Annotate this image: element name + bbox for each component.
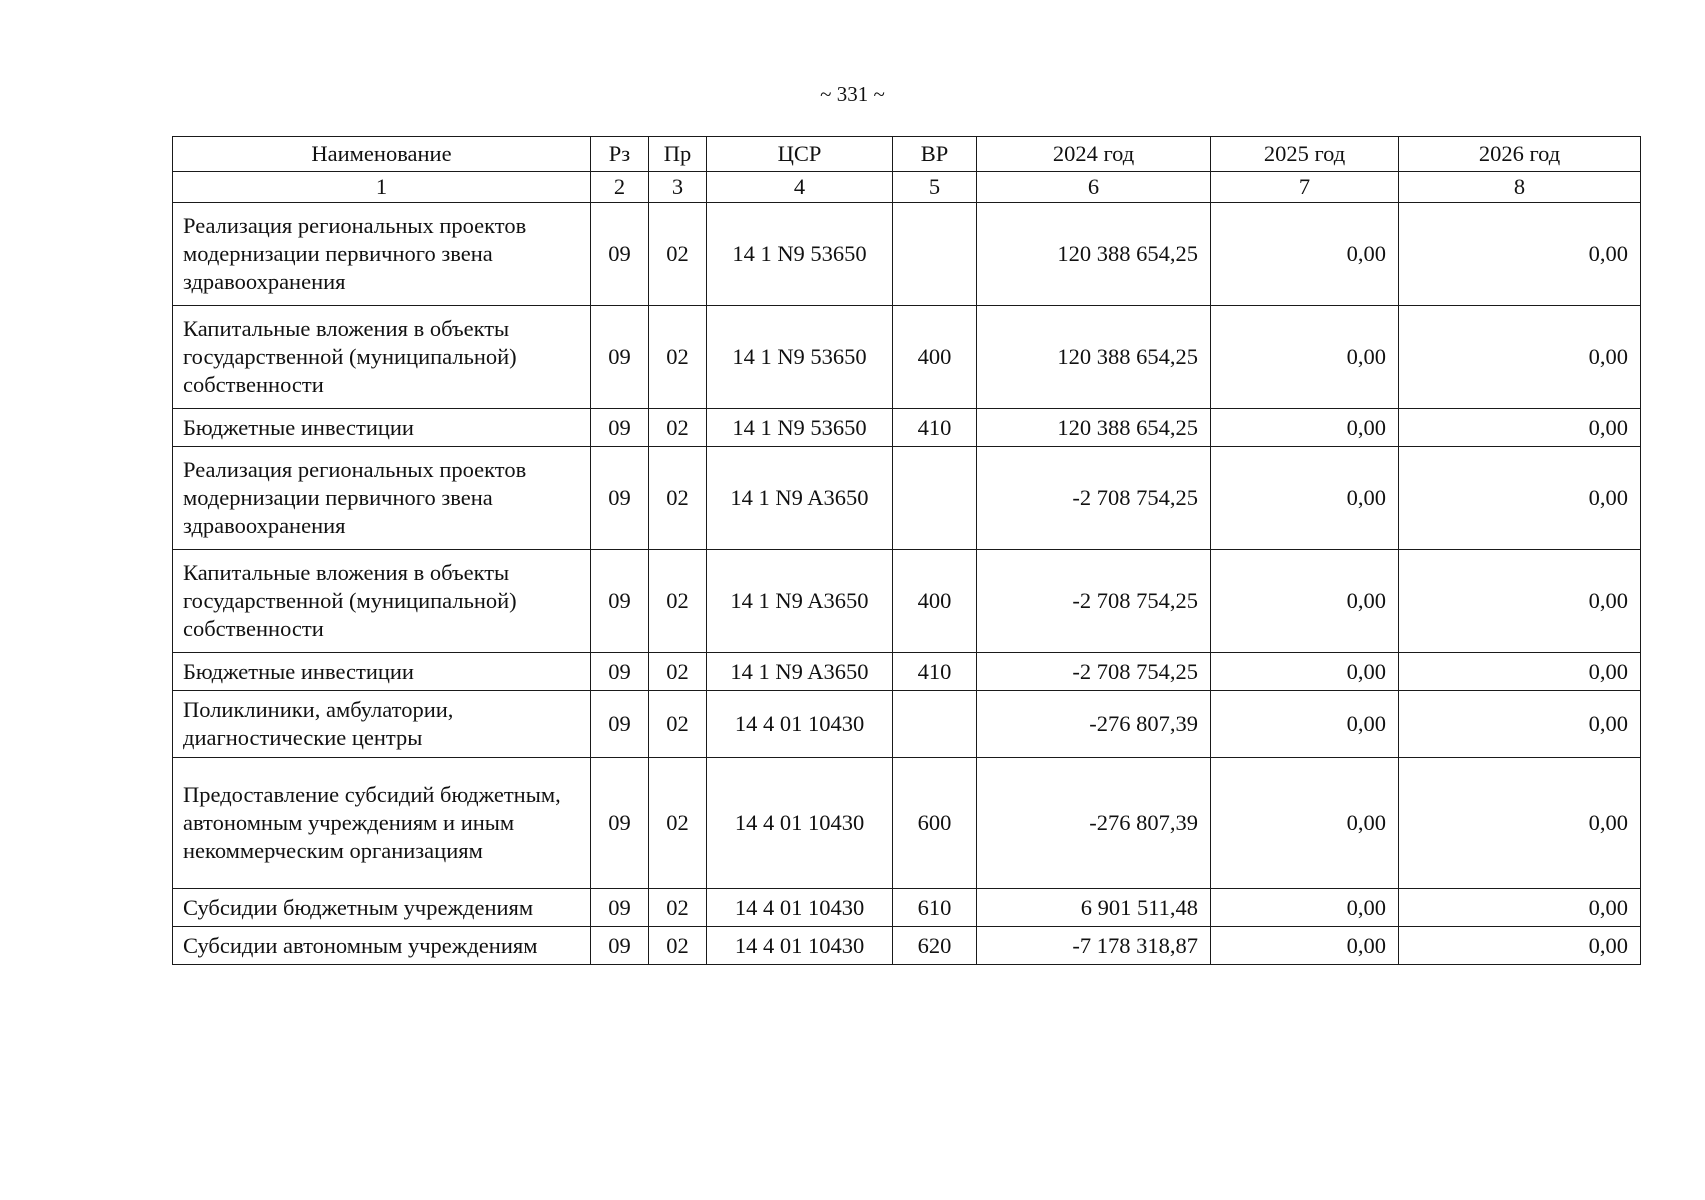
- row-csr: 14 1 N9 53650: [707, 409, 893, 447]
- row-rz: 09: [591, 447, 649, 550]
- row-name: Предоставление субсидий бюджетным, автономным учреждениям и иным некоммерческим организациям: [173, 758, 591, 889]
- row-amount-2026: 0,00: [1399, 889, 1641, 927]
- header-csr: ЦСР: [707, 137, 893, 172]
- page-number: ~ 331 ~: [820, 82, 885, 106]
- row-pr: 02: [649, 306, 707, 409]
- row-amount-2025: 0,00: [1211, 203, 1399, 306]
- row-rz: 09: [591, 203, 649, 306]
- column-number: 8: [1399, 172, 1641, 203]
- row-amount-2025: 0,00: [1211, 758, 1399, 889]
- header-vr: ВР: [893, 137, 977, 172]
- row-amount-2025: 0,00: [1211, 927, 1399, 965]
- row-amount-2024: 120 388 654,25: [977, 203, 1211, 306]
- row-csr: 14 4 01 10430: [707, 889, 893, 927]
- row-rz: 09: [591, 409, 649, 447]
- row-amount-2024: -276 807,39: [977, 758, 1211, 889]
- table-row: [173, 447, 1641, 550]
- row-csr: 14 1 N9 A3650: [707, 447, 893, 550]
- row-rz: 09: [591, 889, 649, 927]
- row-csr: 14 4 01 10430: [707, 927, 893, 965]
- row-csr: 14 1 N9 53650: [707, 203, 893, 306]
- row-amount-2025: 0,00: [1211, 409, 1399, 447]
- column-number: 5: [893, 172, 977, 203]
- table-row: [173, 653, 1641, 691]
- table-row: [173, 889, 1641, 927]
- header-2026: 2026 год: [1399, 137, 1641, 172]
- column-number: 6: [977, 172, 1211, 203]
- row-rz: 09: [591, 653, 649, 691]
- row-amount-2025: 0,00: [1211, 550, 1399, 653]
- column-number-row: [173, 172, 1641, 203]
- row-rz: 09: [591, 927, 649, 965]
- row-name: Капитальные вложения в объекты государственной (муниципальной) собственности: [173, 550, 591, 653]
- row-pr: 02: [649, 653, 707, 691]
- row-csr: 14 1 N9 A3650: [707, 653, 893, 691]
- row-amount-2024: -7 178 318,87: [977, 927, 1211, 965]
- row-vr: 400: [893, 550, 977, 653]
- row-amount-2024: 6 901 511,48: [977, 889, 1211, 927]
- row-rz: 09: [591, 758, 649, 889]
- row-pr: 02: [649, 550, 707, 653]
- row-vr: 400: [893, 306, 977, 409]
- row-amount-2024: 120 388 654,25: [977, 306, 1211, 409]
- row-amount-2025: 0,00: [1211, 653, 1399, 691]
- row-amount-2026: 0,00: [1399, 203, 1641, 306]
- table-row: [173, 927, 1641, 965]
- row-amount-2025: 0,00: [1211, 306, 1399, 409]
- header-row: [173, 137, 1641, 172]
- column-number: 4: [707, 172, 893, 203]
- table-row: [173, 550, 1641, 653]
- row-amount-2024: -2 708 754,25: [977, 550, 1211, 653]
- row-amount-2025: 0,00: [1211, 691, 1399, 758]
- row-rz: 09: [591, 306, 649, 409]
- row-amount-2024: 120 388 654,25: [977, 409, 1211, 447]
- row-amount-2024: -2 708 754,25: [977, 653, 1211, 691]
- row-pr: 02: [649, 691, 707, 758]
- row-vr: 410: [893, 653, 977, 691]
- row-amount-2026: 0,00: [1399, 447, 1641, 550]
- row-amount-2024: -2 708 754,25: [977, 447, 1211, 550]
- row-name: Реализация региональных проектов модернизации первичного звена здравоохранения: [173, 447, 591, 550]
- table-row: [173, 203, 1641, 306]
- row-amount-2025: 0,00: [1211, 447, 1399, 550]
- row-vr: 620: [893, 927, 977, 965]
- column-number: 7: [1211, 172, 1399, 203]
- row-csr: 14 4 01 10430: [707, 691, 893, 758]
- row-amount-2026: 0,00: [1399, 409, 1641, 447]
- row-amount-2026: 0,00: [1399, 550, 1641, 653]
- row-csr: 14 4 01 10430: [707, 758, 893, 889]
- header-2024: 2024 год: [977, 137, 1211, 172]
- row-name: Субсидии бюджетным учреждениям: [173, 889, 591, 927]
- table-row: [173, 758, 1641, 889]
- budget-table: [172, 136, 1641, 965]
- row-vr: [893, 691, 977, 758]
- row-amount-2026: 0,00: [1399, 306, 1641, 409]
- row-csr: 14 1 N9 53650: [707, 306, 893, 409]
- table-row: [173, 691, 1641, 758]
- row-amount-2026: 0,00: [1399, 653, 1641, 691]
- row-pr: 02: [649, 203, 707, 306]
- header-2025: 2025 год: [1211, 137, 1399, 172]
- row-rz: 09: [591, 691, 649, 758]
- row-vr: 410: [893, 409, 977, 447]
- row-pr: 02: [649, 927, 707, 965]
- row-pr: 02: [649, 447, 707, 550]
- row-pr: 02: [649, 758, 707, 889]
- column-number: 3: [649, 172, 707, 203]
- header-rz: Рз: [591, 137, 649, 172]
- column-number: 2: [591, 172, 649, 203]
- row-name: Бюджетные инвестиции: [173, 409, 591, 447]
- row-name: Бюджетные инвестиции: [173, 653, 591, 691]
- row-vr: [893, 203, 977, 306]
- row-name: Реализация региональных проектов модернизации первичного звена здравоохранения: [173, 203, 591, 306]
- row-amount-2025: 0,00: [1211, 889, 1399, 927]
- row-name: Поликлиники, амбулатории, диагностические центры: [173, 691, 591, 758]
- row-amount-2026: 0,00: [1399, 691, 1641, 758]
- row-amount-2024: -276 807,39: [977, 691, 1211, 758]
- row-amount-2026: 0,00: [1399, 927, 1641, 965]
- row-amount-2026: 0,00: [1399, 758, 1641, 889]
- row-pr: 02: [649, 889, 707, 927]
- header-pr: Пр: [649, 137, 707, 172]
- table-row: [173, 306, 1641, 409]
- row-vr: [893, 447, 977, 550]
- row-vr: 610: [893, 889, 977, 927]
- row-name: Субсидии автономным учреждениям: [173, 927, 591, 965]
- row-rz: 09: [591, 550, 649, 653]
- row-pr: 02: [649, 409, 707, 447]
- row-vr: 600: [893, 758, 977, 889]
- row-name: Капитальные вложения в объекты государственной (муниципальной) собственности: [173, 306, 591, 409]
- table-row: [173, 409, 1641, 447]
- row-csr: 14 1 N9 A3650: [707, 550, 893, 653]
- header-name: Наименование: [173, 137, 591, 172]
- column-number: 1: [173, 172, 591, 203]
